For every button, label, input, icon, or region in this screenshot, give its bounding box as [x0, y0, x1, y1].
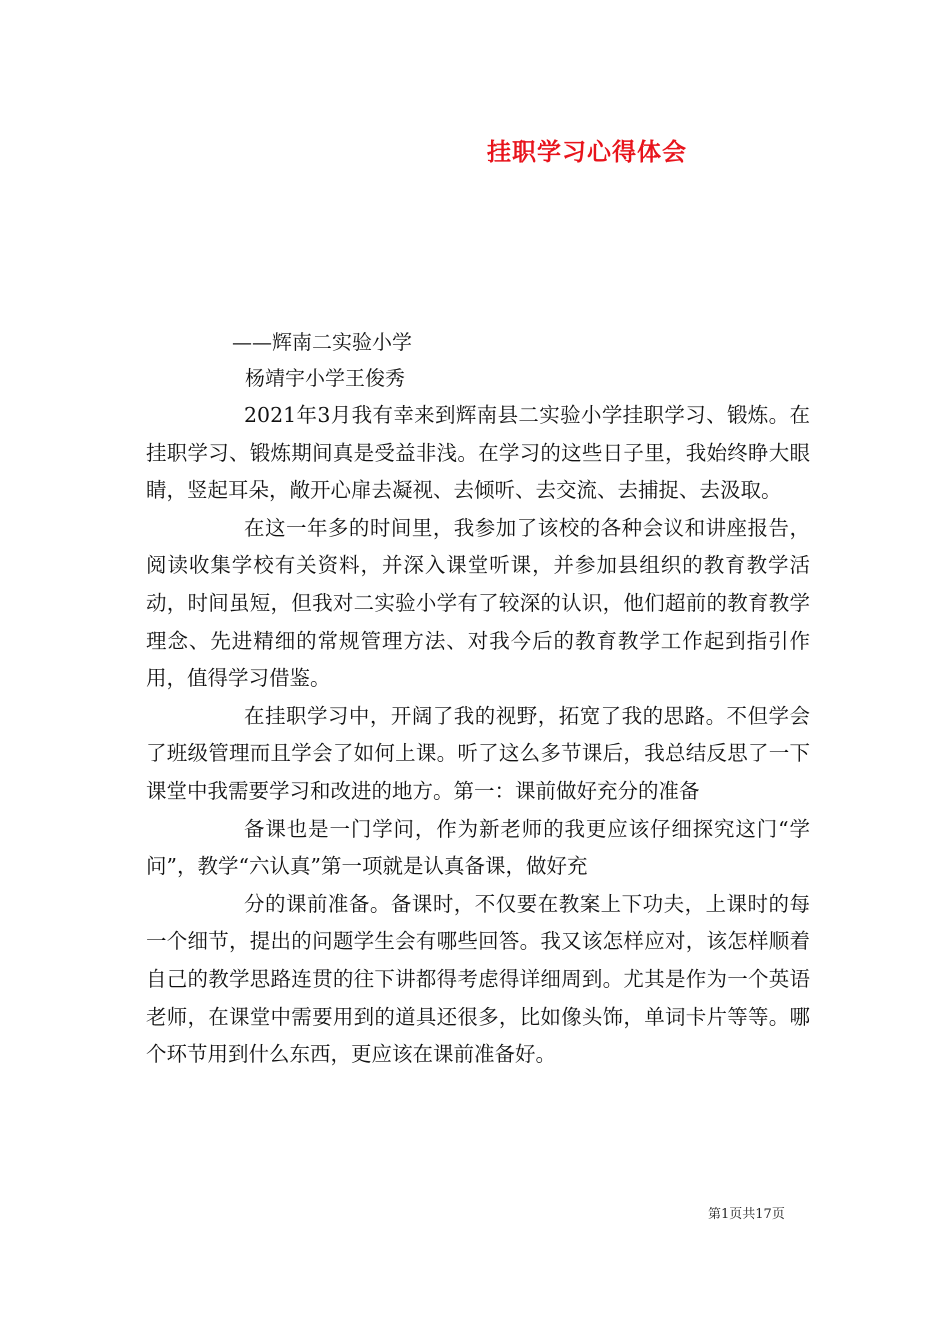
document-title: 挂职学习心得体会 — [487, 137, 687, 166]
paragraph-2: 在这一年多的时间里，我参加了该校的各种会议和讲座报告，阅读收集学校有关资料，并深入课堂听课，并参加县组织的教育教学活动，时间虽短，但我对二实验小学有了较深的认识，他们超前的教育教学理念、先进精细的常规管理方法、对我今后的教育教学工作起到指引作用，值得学习借鉴。 — [146, 515, 810, 691]
page-footer: 第1页共17页 — [708, 1207, 785, 1222]
paragraph-5: 分的课前准备。备课时，不仅要在教案上下功夫，上课时的每一个细节，提出的问题学生会有哪些回答。我又该怎样应对，该怎样顺着自己的教学思路连贯的往下讲都得考虑得详细周到。尤其是作为一个英语老师，在课堂中需要用到的道具还很多，比如像头饰，单词卡片等等。哪个环节用到什么东西，更应该在课前准备好。 — [146, 891, 810, 1067]
paragraph-4: 备课也是一门学问，作为新老师的我更应该仔细探究这门“学问”，教学“六认真”第一项就是认真备课，做好充 — [146, 816, 810, 879]
document-body — [146, 397, 810, 1074]
author-line: 杨靖宇小学王俊秀 — [245, 366, 405, 390]
paragraph-3: 在挂职学习中，开阔了我的视野，拓宽了我的思路。不但学会了班级管理而且学会了如何上课。听了这么多节课后，我总结反思了一下课堂中我需要学习和改进的地方。第一：课前做好充分的准备 — [146, 703, 810, 803]
school-line: ——辉南二实验小学 — [232, 330, 412, 354]
paragraph-1: 2021年3月我有幸来到辉南县二实验小学挂职学习、锻炼。在挂职学习、锻炼期间真是受益非浅。在学习的这些日子里，我始终睁大眼睛，竖起耳朵，敞开心扉去凝视、去倾听、去交流、去捕捉、去汲取。 — [146, 403, 810, 503]
